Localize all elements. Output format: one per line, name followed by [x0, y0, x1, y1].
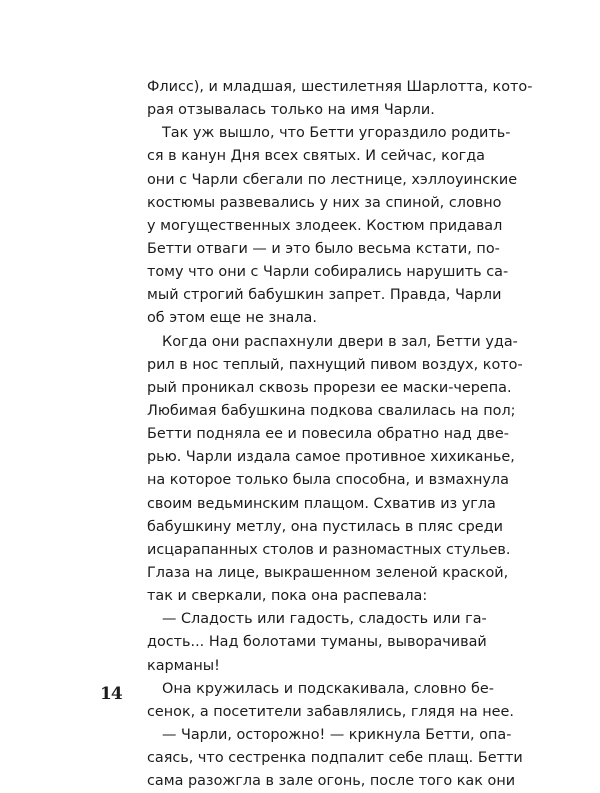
text-line: — Чарли, осторожно! — крикнула Бетти, опа- [162, 726, 512, 743]
text-line: так и сверкали, пока она распевала: [147, 588, 428, 605]
text-line: тому что они с Чарли собирались нарушить са- [147, 264, 509, 281]
text-line: ся в канун Дня всех святых. И сейчас, когда [147, 148, 485, 165]
text-line: своим ведьминским плащом. Схватив из угла [147, 495, 496, 512]
text-line: Любимая бабушкина подкова свалилась на пол; [147, 402, 516, 419]
text-line: на которое только была способна, и взмахнула [147, 472, 509, 489]
text-line: костюмы развевались у них за спиной, словно [147, 194, 502, 211]
text-line: об этом еще не знала. [147, 310, 317, 327]
text-line: Бетти подняла ее и повесила обратно над две- [147, 426, 509, 443]
page-number: 14 [100, 684, 122, 704]
text-line: рый проникал сквозь прорези ее маски-черепа. [147, 379, 512, 396]
text-line: мый строгий бабушкин запрет. Правда, Чарли [147, 287, 502, 304]
text-line: рил в нос теплый, пахнущий пивом воздух, кото- [147, 356, 523, 373]
text-line: Флисс), и младшая, шестилетняя Шарлотта, кото- [147, 79, 533, 95]
text-line: Так уж вышло, что Бетти угораздило родить- [162, 125, 511, 142]
text-line: рая отзывалась только на имя Чарли. [147, 102, 435, 119]
text-line: дость... Над болотами туманы, выворачивай [147, 634, 487, 651]
text-line: карманы! [147, 657, 220, 674]
text-line: саясь, что сестренка подпалит себе плащ. Бетти [147, 750, 523, 767]
text-line: — Сладость или гадость, сладость или га- [162, 611, 487, 628]
text-line: сенок, а посетители забавлялись, глядя на нее. [147, 703, 514, 720]
body-text [147, 76, 533, 793]
text-line: они с Чарли сбегали по лестнице, хэллоуинские [147, 171, 518, 188]
text-line: сама разожгла в зале огонь, после того как они [147, 773, 516, 790]
text-line: бабушкину метлу, она пустилась в пляс среди [147, 518, 503, 535]
text-line: Глаза на лице, выкрашенном зеленой краской, [147, 564, 509, 581]
text-line: Она кружилась и подскакивала, словно бе- [162, 680, 494, 697]
text-line: Когда они распахнули двери в зал, Бетти уда- [162, 333, 518, 350]
text-line: у могущественных злодеек. Костюм придавал [147, 217, 503, 234]
text-line: рью. Чарли издала самое противное хихиканье, [147, 449, 515, 466]
text-line: исцарапанных столов и разномастных стульев. [147, 541, 511, 558]
text-line: Бетти отваги — и это было весьма кстати, по- [147, 240, 500, 257]
